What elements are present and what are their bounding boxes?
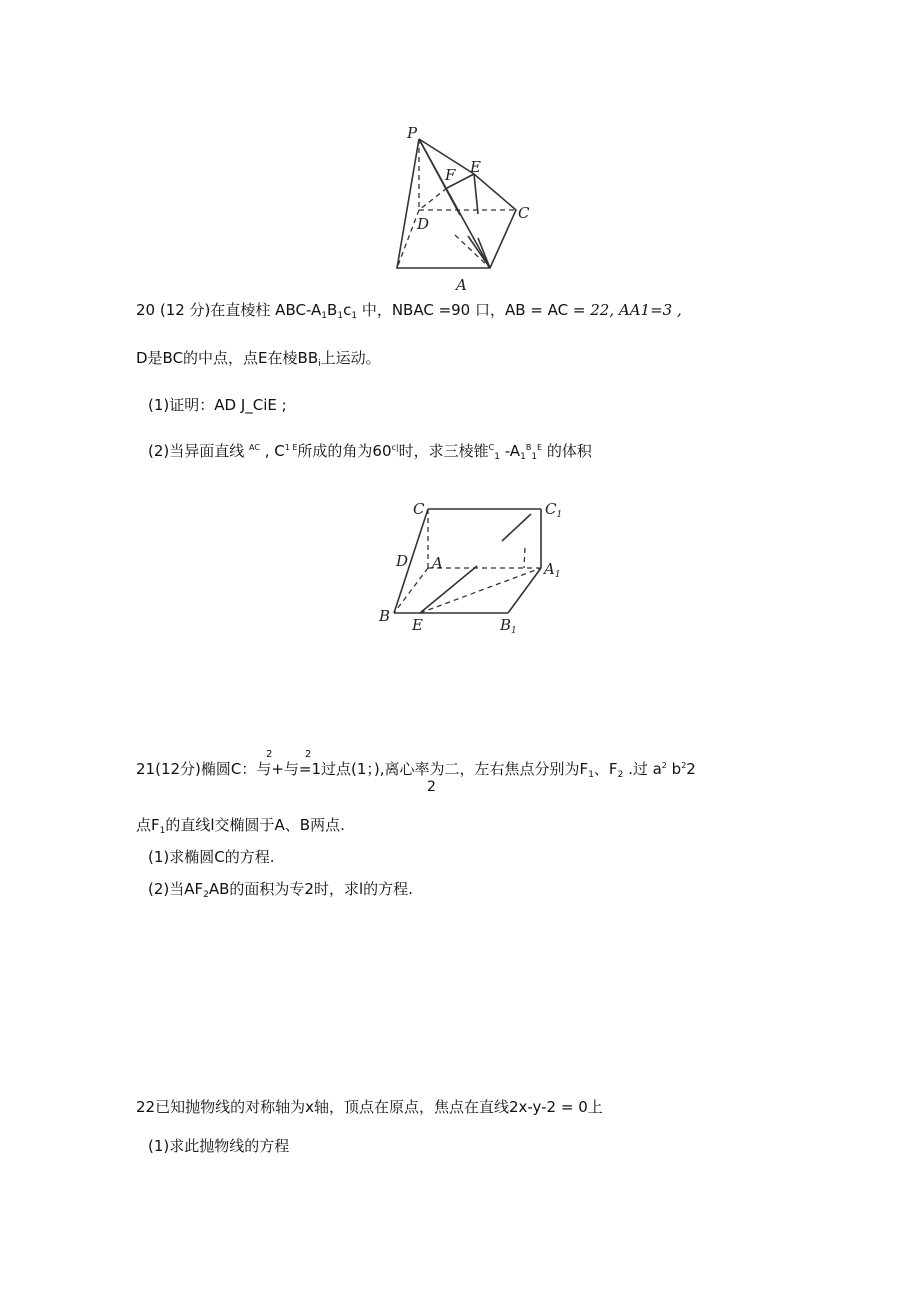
q22-line1-text: 22已知抛物线的对称轴为x轴，顶点在原点，焦点在直线2x-y-2 = 0上 (136, 1098, 603, 1116)
edge-e-diag (420, 566, 477, 613)
q20-sub1: 1 (321, 311, 328, 321)
q20-part2-e: -A (499, 442, 521, 460)
q20-part2-a: (2)当异面直线 (148, 442, 250, 460)
label-D: D (396, 552, 409, 570)
pyramid-outline (397, 139, 516, 268)
q20-part2-d: 时，求三棱锥 (398, 442, 489, 460)
q21-line1-b: 、F (593, 760, 618, 778)
prism-figure (0, 490, 920, 650)
q20-line2-text: D是BC的中点，点E在棱BB (136, 349, 319, 367)
q20-line2 (136, 348, 381, 371)
edge-da (455, 235, 490, 268)
q20-text-a: 20 (12 分)在直棱柱 ABC-A (136, 301, 322, 319)
label-D: D (417, 215, 430, 233)
q20-part2-sub4: 1 (494, 452, 500, 462)
q21-part2-sub: 2 (203, 890, 209, 900)
q20-sub2: 1 (337, 311, 344, 321)
q21-line1-d: b (666, 760, 682, 778)
edge-d-b (397, 210, 419, 268)
q21-part2-b: AB的面积为专2时，求l的方程. (208, 880, 413, 898)
label-A1: $A_1$ (544, 560, 561, 580)
q20-line2-sub: i (318, 359, 321, 369)
q21-sup-a: 2 (661, 761, 667, 770)
q21-line1-text: 21(12分)椭圆C：与+与=1过点(1；),离心率为二，左右焦点分别为F (136, 760, 589, 778)
q20-part2-c: 所成的角为60 (297, 442, 392, 460)
q21-line2-a: 点F (136, 816, 160, 834)
label-B1: $B_1$ (500, 616, 517, 636)
q20-italic: 22, AA1=3 , (590, 301, 682, 319)
q21-line2-sub: 1 (159, 826, 166, 836)
q21-sub1: 1 (588, 770, 594, 780)
label-E: E (412, 616, 423, 634)
q20-text-d: 中，NBAC =90 口，AB = AC = (357, 301, 591, 319)
label-F: F (445, 166, 456, 184)
q20-part2-sup7: E (537, 443, 543, 452)
label-C: C (518, 204, 530, 222)
q21-part1-text: (1)求椭圆C的方程. (148, 848, 275, 866)
q21-line1 (136, 759, 696, 782)
q21-line1-e: 2 (686, 760, 696, 778)
q21-mark-1: 2 (266, 749, 273, 760)
q21-part2-a: (2)当AF (148, 880, 204, 898)
q20-part2-sub5: 1 (520, 452, 526, 462)
edge-ea1 (420, 568, 541, 613)
edge-c1-diag (502, 514, 531, 541)
q22-part1-text: (1)求此抛物线的方程 (148, 1137, 290, 1155)
q20-part2-sup2: 1 E (284, 443, 298, 452)
q20-text-c: c (343, 301, 352, 319)
q20-text-b: B (327, 301, 338, 319)
edge-e-down (474, 174, 478, 214)
label-A: A (432, 554, 443, 572)
edge-c1-dash (524, 548, 525, 568)
q22-part1 (148, 1136, 289, 1156)
q21-line1-c: .过 a (623, 760, 662, 778)
q20-sub3: 1 (351, 311, 358, 321)
label-P: P (407, 124, 418, 142)
q20-part2-f: 的体积 (542, 442, 592, 460)
q21-sup-b: 2 (681, 761, 687, 770)
q20-part1-text: (1)证明：AD J_CiE ; (148, 396, 287, 414)
label-C1: $C_1$ (545, 500, 563, 520)
label-E: E (470, 158, 481, 176)
q20-line2-text-b: 上运动。 (320, 349, 381, 367)
q20-part1 (148, 395, 287, 415)
edge-ab (394, 568, 428, 613)
q20-part2-sup6: B (525, 443, 532, 452)
q21-part1 (148, 847, 275, 867)
label-C: C (413, 500, 425, 518)
q21-below-mark: 2 (427, 779, 436, 795)
q20-part2-sup1: AC (249, 443, 260, 452)
q22-line1 (136, 1097, 603, 1117)
q20-part2-b: , C (259, 442, 285, 460)
q21-part2 (148, 879, 413, 902)
label-A: A (456, 276, 467, 294)
q21-sub2: 2 (617, 770, 624, 780)
q20-part2 (148, 441, 592, 464)
q21-mark-2: 2 (305, 749, 312, 760)
label-B: B (379, 607, 391, 625)
q20-part2-sub6: 1 (531, 452, 538, 462)
q20-part2-sup4: C (488, 443, 495, 452)
q20-part2-sup3: c| (391, 443, 399, 452)
edge-fd (419, 188, 447, 210)
q20-line1 (136, 300, 682, 323)
q21-line2-b: 的直线l交椭圆于A、B两点. (165, 816, 345, 834)
q21-line2 (136, 815, 345, 838)
